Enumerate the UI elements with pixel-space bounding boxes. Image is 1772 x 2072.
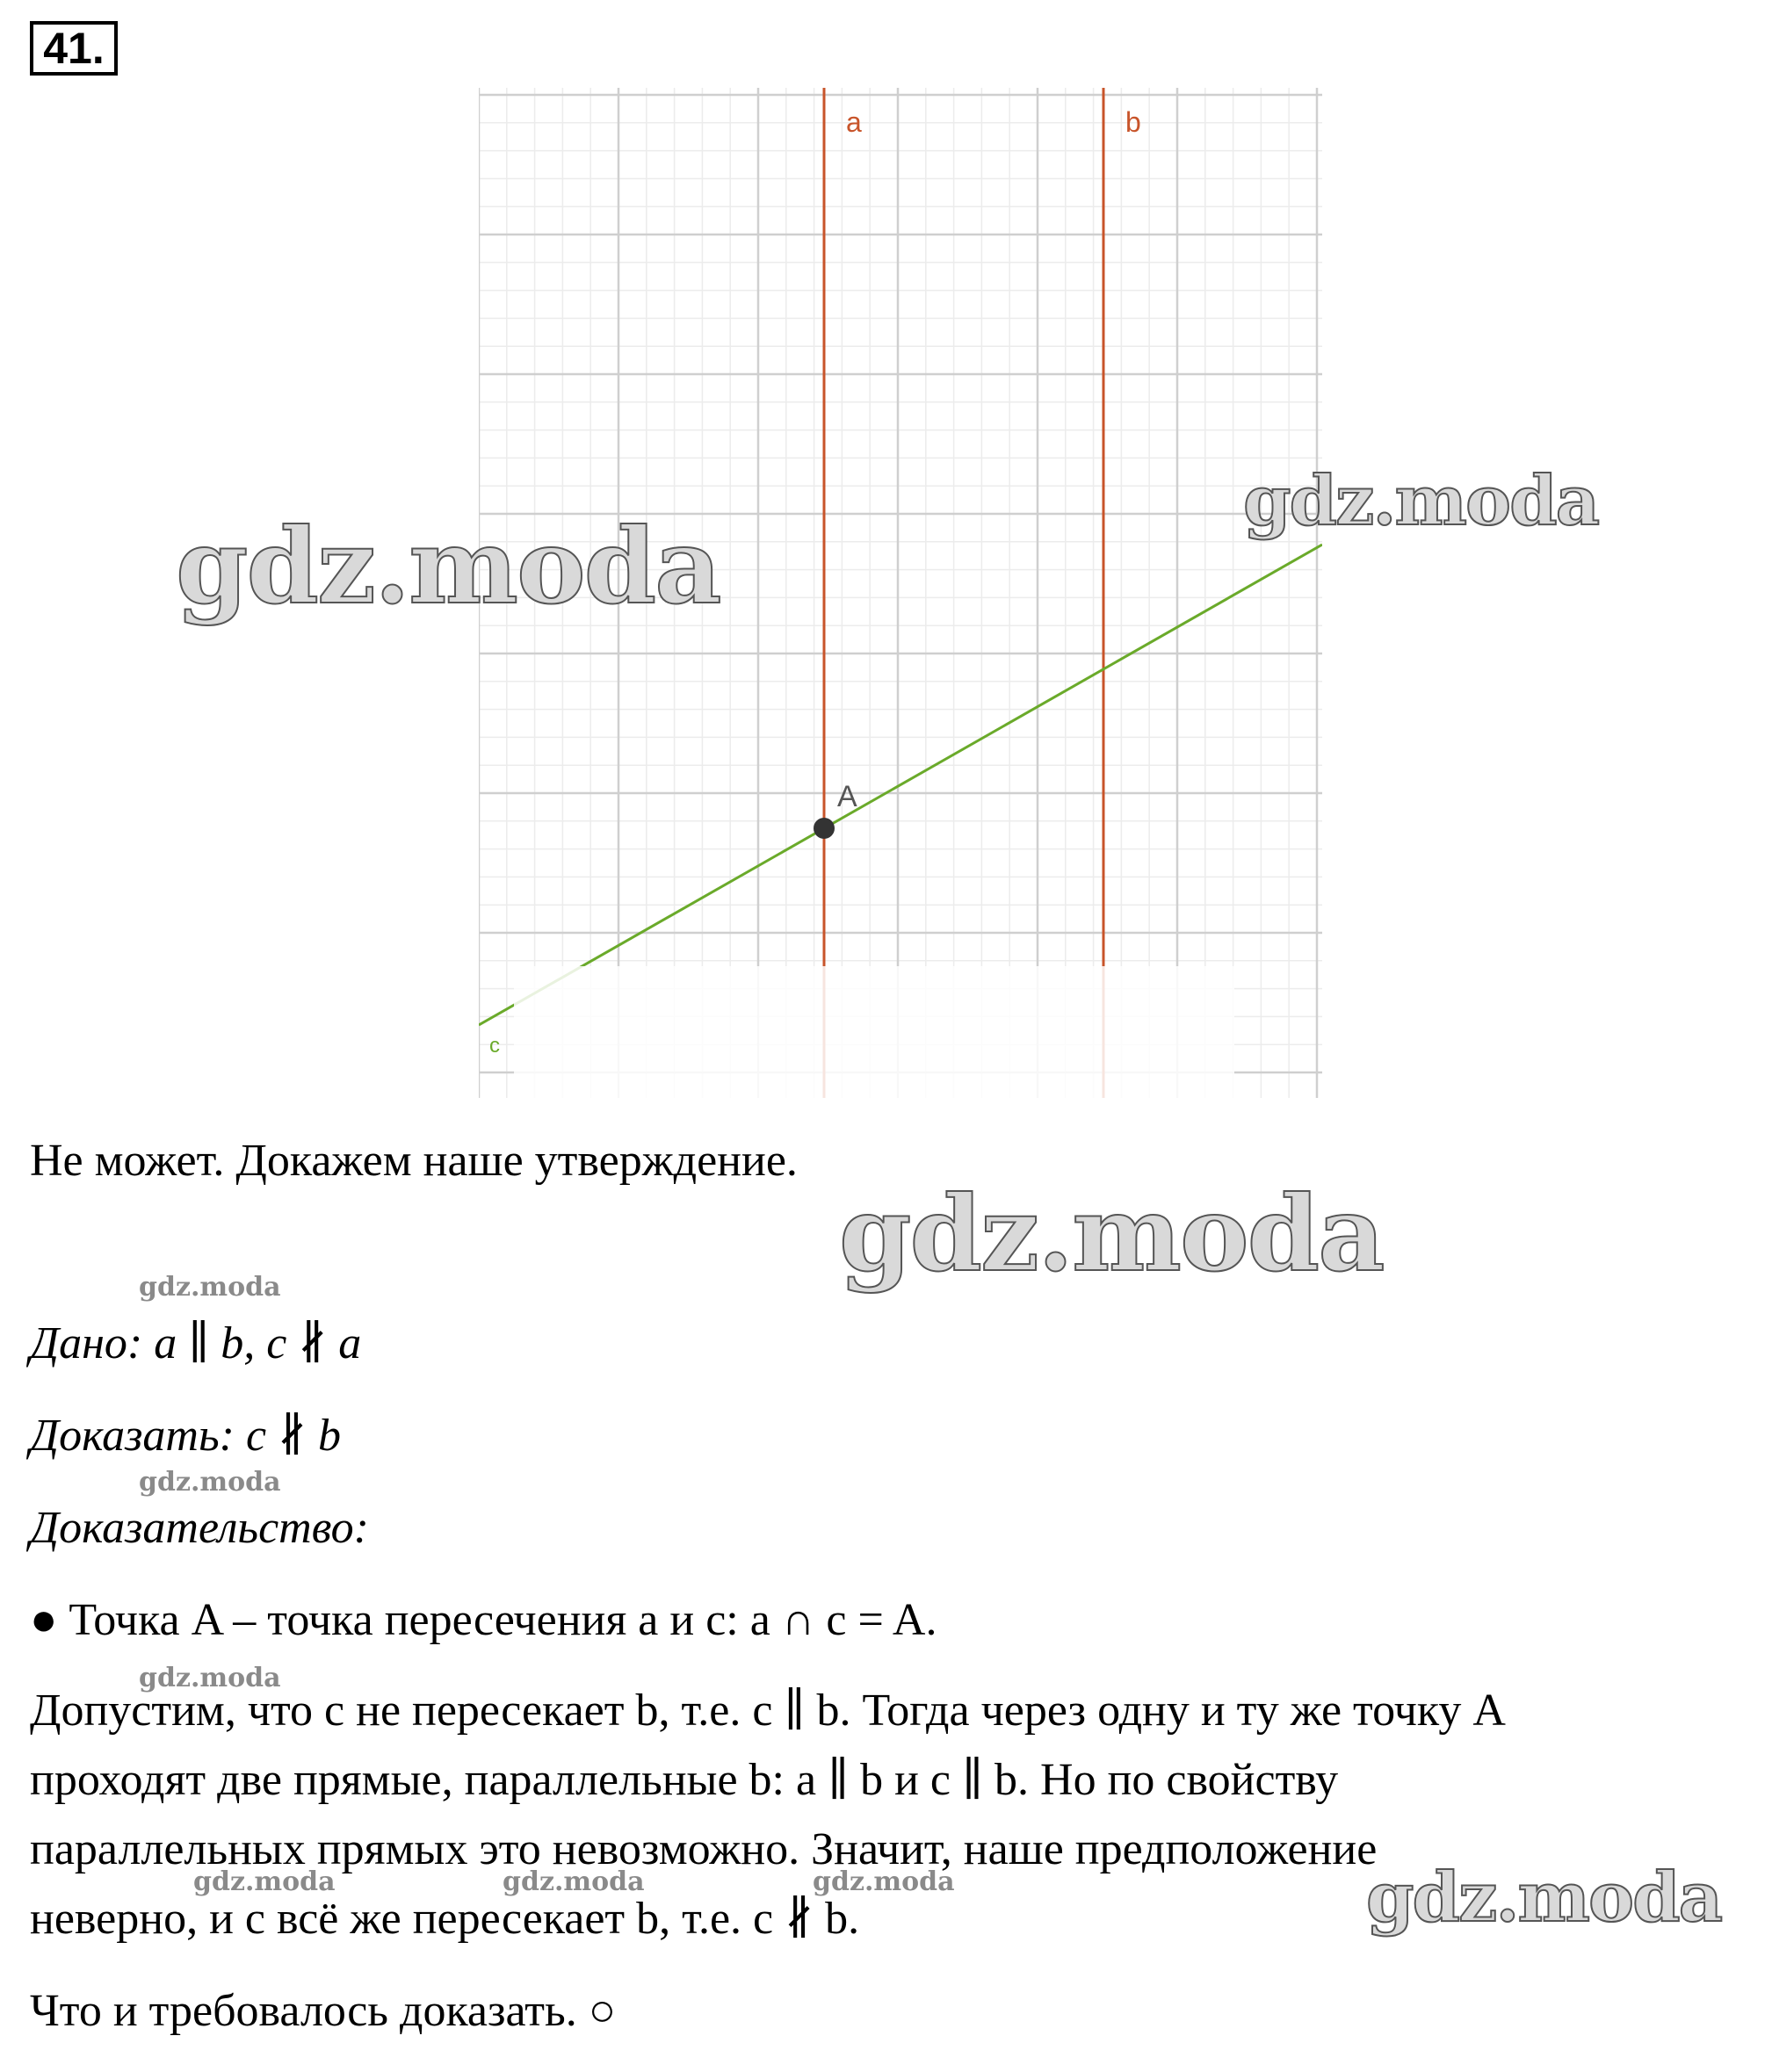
line-b-label: b (1125, 106, 1141, 138)
prove-line (30, 1410, 341, 1462)
watermark-logo: gdz.moda (176, 505, 720, 627)
point-a (814, 818, 835, 839)
bullet-statement: ● Точка A – точка пересечения a и c: a ∩ c = A. (30, 1595, 937, 1645)
given-line (30, 1318, 361, 1370)
watermark-blot (514, 966, 1234, 1098)
watermark-logo-small: gdz.moda (503, 1866, 645, 1897)
paragraph-line-4: неверно, и c всё же пересекает b, т.е. c ∦ b. (30, 1894, 860, 1944)
answer-text: Не может. Докажем наше утверждение. (30, 1136, 798, 1186)
conclusion-text: Что и требовалось доказать. ○ (30, 1986, 617, 2036)
watermark-logo-small: gdz.moda (139, 1467, 281, 1498)
watermark-logo-small: gdz.moda (813, 1866, 955, 1897)
paragraph-line-2: проходят две прямые, параллельные b: a ∥ b и c ∥ b. Но по свойству (30, 1755, 1339, 1805)
problem-number: 41. (30, 21, 118, 76)
prove-expression: : c ∦ b (219, 1411, 341, 1461)
watermark-logo-small: gdz.moda (139, 1272, 281, 1303)
given-expression: : a ∥ b, c ∦ a (127, 1318, 362, 1368)
watermark-logo: gdz.moda (839, 1173, 1384, 1295)
paragraph-line-3: параллельных прямых это невозможно. Значит, наше предположение (30, 1824, 1378, 1874)
watermark-logo-small: gdz.moda (139, 1663, 281, 1693)
paragraph-line-1: Допустим, что c не пересекает b, т.е. c ∥ b. Тогда через одну и ту же точку A (30, 1686, 1506, 1736)
point-a-label: A (837, 780, 857, 813)
watermark-logo: gdz.moda (1366, 1858, 1722, 1938)
line-c-label: c (489, 1034, 500, 1058)
prove-label: Доказать (30, 1411, 220, 1461)
proof-label: Доказательство: (30, 1503, 369, 1553)
watermark-logo-small: gdz.moda (193, 1866, 336, 1897)
line-a-label: a (846, 106, 862, 138)
given-label: Дано (30, 1318, 127, 1368)
watermark-logo: gdz.moda (1243, 461, 1599, 541)
